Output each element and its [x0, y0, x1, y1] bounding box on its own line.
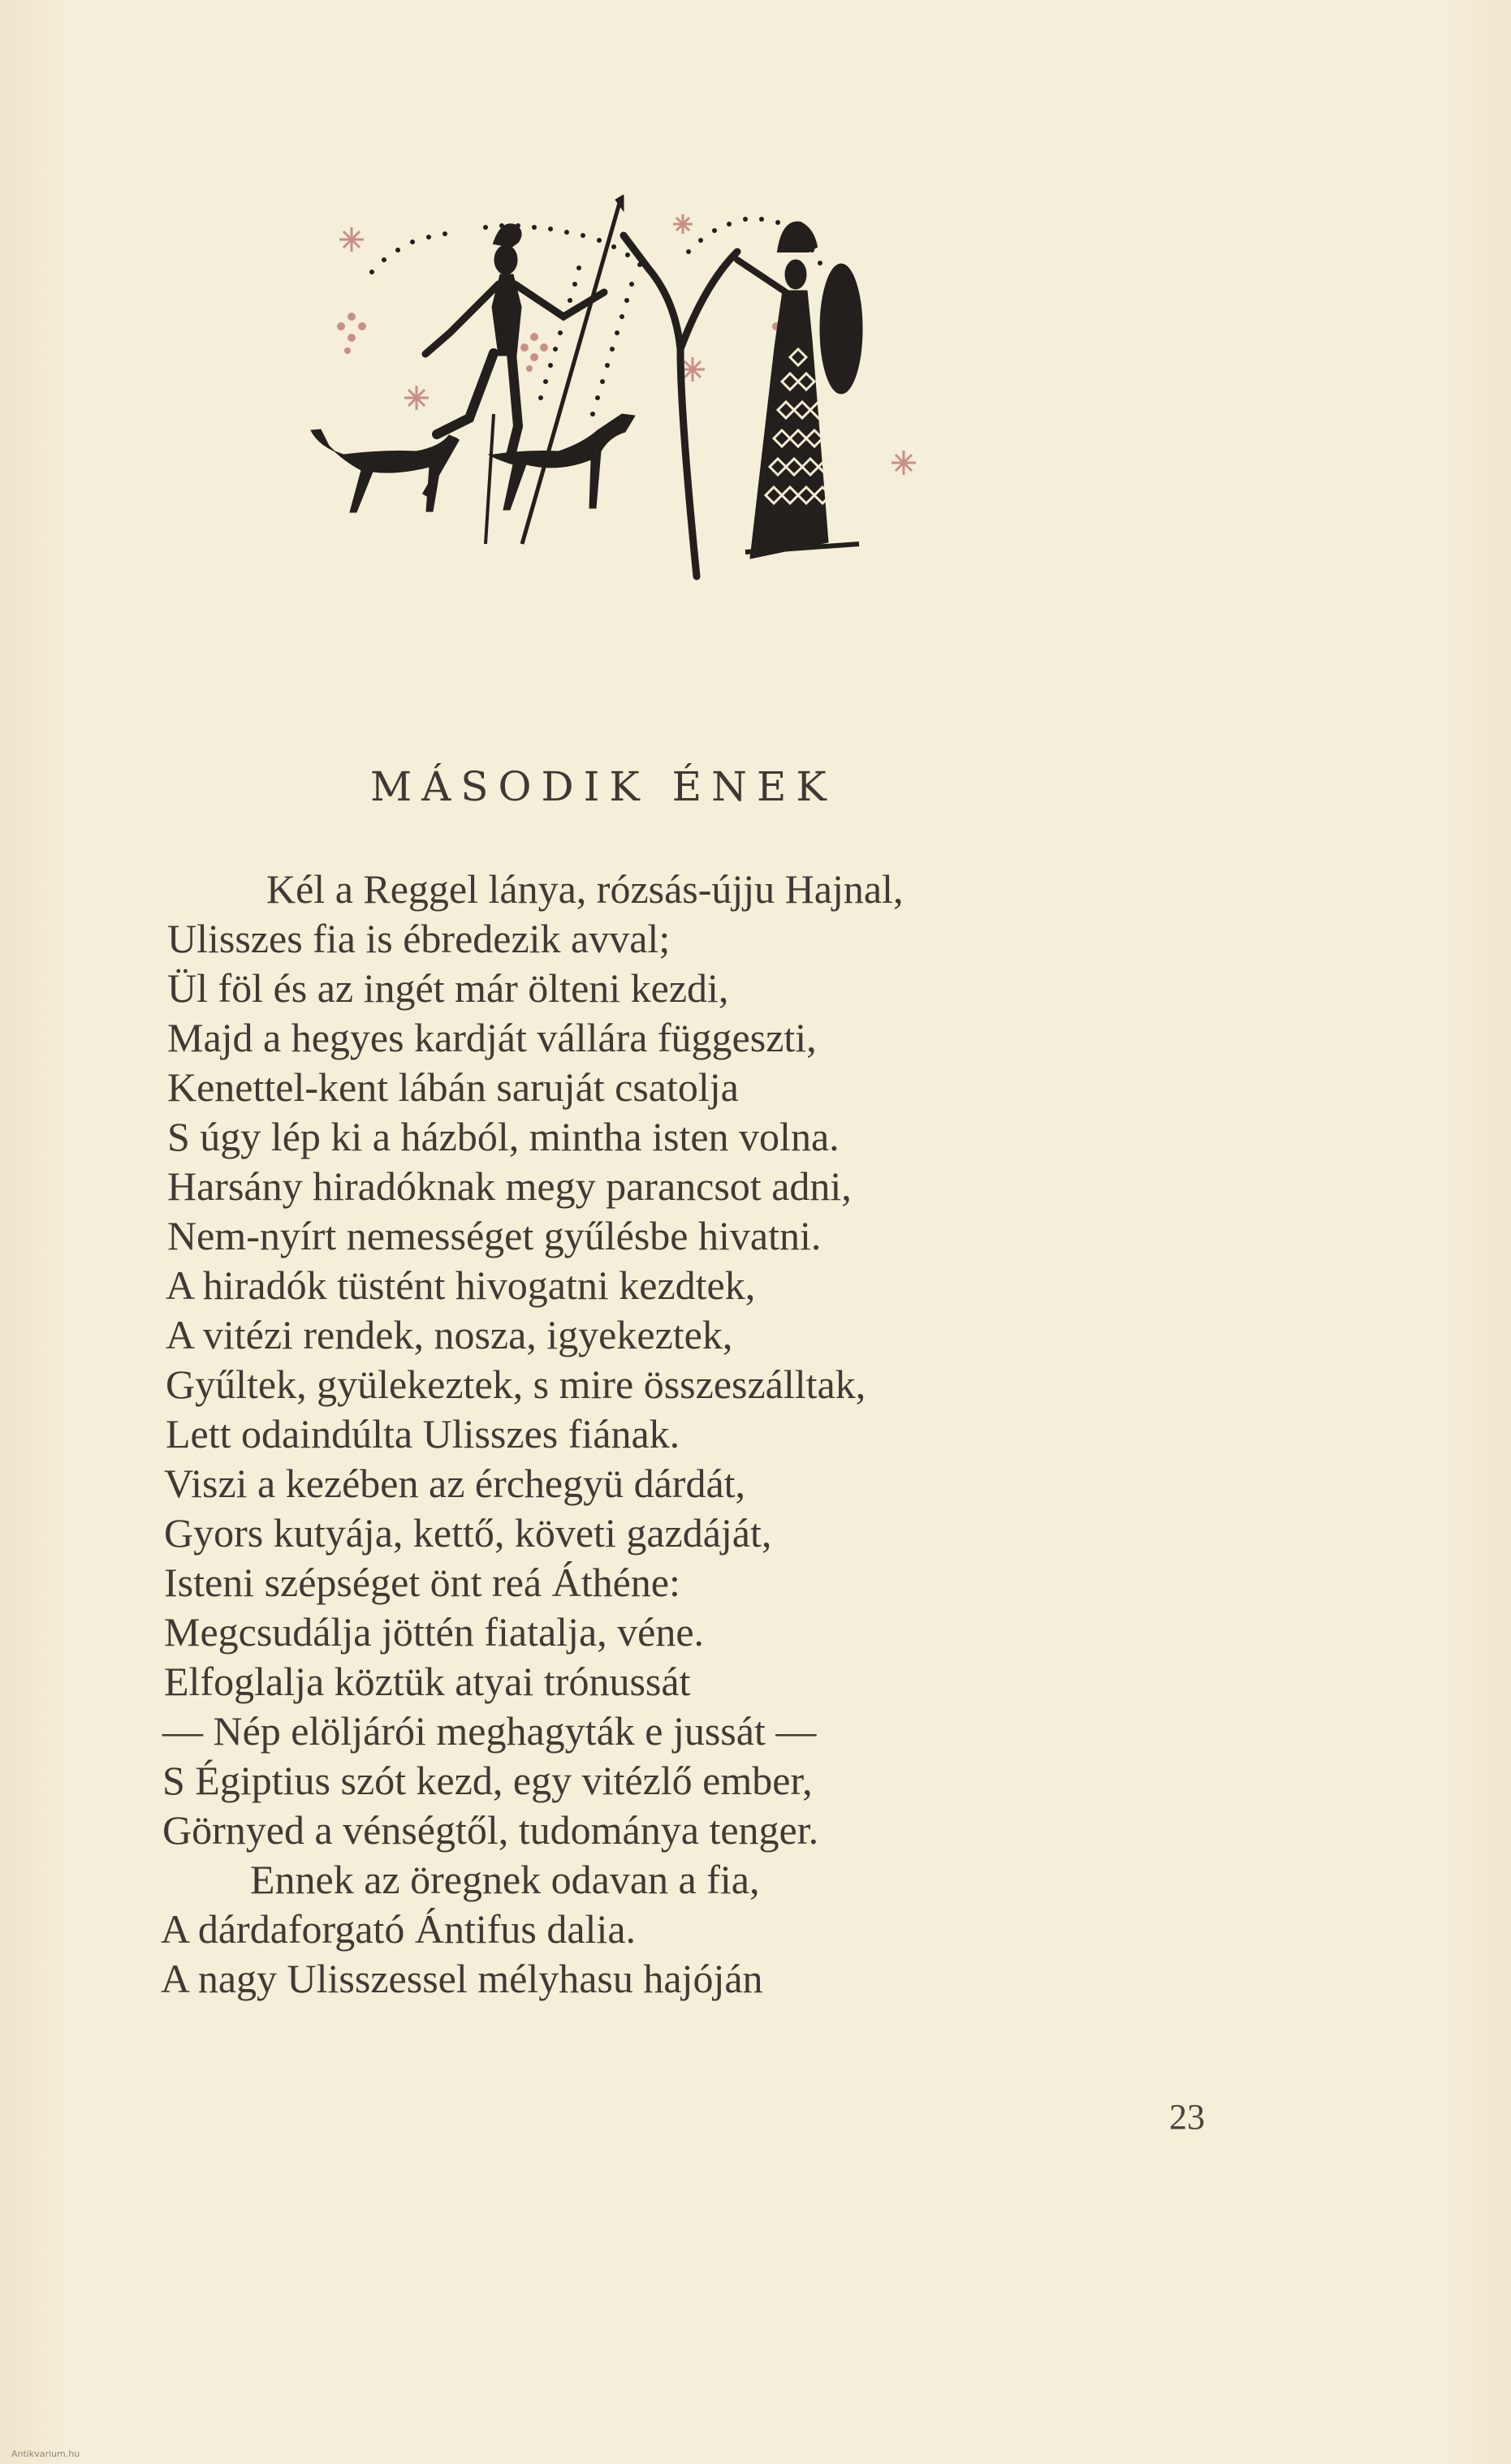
goddess-figure [737, 222, 862, 559]
poem-line: — Nép elöljárói meghagyták e jussát — [162, 1708, 817, 1754]
poem-line: Ennek az öregnek odavan a fia, [250, 1857, 760, 1902]
greek-vase-illustration [299, 195, 948, 585]
poem-line: Ulisszes fia is ébredezik avval; [167, 916, 671, 961]
poem-line: A dárdaforgató Ántifus dalia. [161, 1906, 637, 1952]
poem-line: S Égiptius szót kezd, egy vitézlő ember, [162, 1758, 813, 1803]
poem-line: Isteni szépséget önt reá Áthéne: [164, 1560, 680, 1605]
poem-line: Nem-nyírt nemességet gyűlésbe hivatni. [167, 1213, 822, 1258]
tree-figure [624, 235, 737, 576]
poem-line: Elfoglalja köztük atyai trónussát [164, 1659, 691, 1704]
dotted-arch-ornament [369, 217, 822, 416]
watermark: Antikvarium.hu [11, 2449, 80, 2459]
poem-line: Kél a Reggel lánya, rózsás-újju Hajnal, [266, 866, 904, 912]
flower-ornaments [337, 313, 800, 372]
poem-line: Görnyed a vénségtől, tudománya tenger. [162, 1807, 819, 1853]
poem-line: A hiradók tüstént hivogatni kezdtek, [166, 1262, 756, 1308]
poem-line: Kenettel-kent lábán saruját csatolja [167, 1064, 739, 1110]
poem-line: Gyors kutyája, kettő, követi gazdáját, [164, 1510, 772, 1556]
poem-line: S úgy lép ki a házból, mintha isten volna. [167, 1114, 840, 1159]
poem-line: Gyűltek, gyülekeztek, s mire összeszálltak, [166, 1361, 866, 1407]
poem-line: A vitézi rendek, nosza, igyekeztek, [166, 1312, 733, 1357]
poem-line: Harsány hiradóknak megy parancsot adni, [167, 1163, 852, 1209]
dog-figures [311, 414, 635, 512]
poem-line: Lett odaindúlta Ulisszes fiának. [166, 1411, 680, 1456]
poem-line: Ül föl és az ingét már ölteni kezdi, [167, 965, 729, 1011]
chapter-title: MÁSODIK ÉNEK [370, 763, 836, 810]
page-number: 23 [1169, 2097, 1205, 2137]
poem-line: Megcsudálja jöttén fiatalja, véne. [164, 1609, 705, 1655]
poem-line: Majd a hegyes kardját vállára függeszti, [167, 1015, 817, 1060]
poem-line: Viszi a kezében az érchegyü dárdát, [164, 1461, 746, 1506]
poem-line: A nagy Ulisszessel mélyhasu hajóján [161, 1956, 763, 2001]
